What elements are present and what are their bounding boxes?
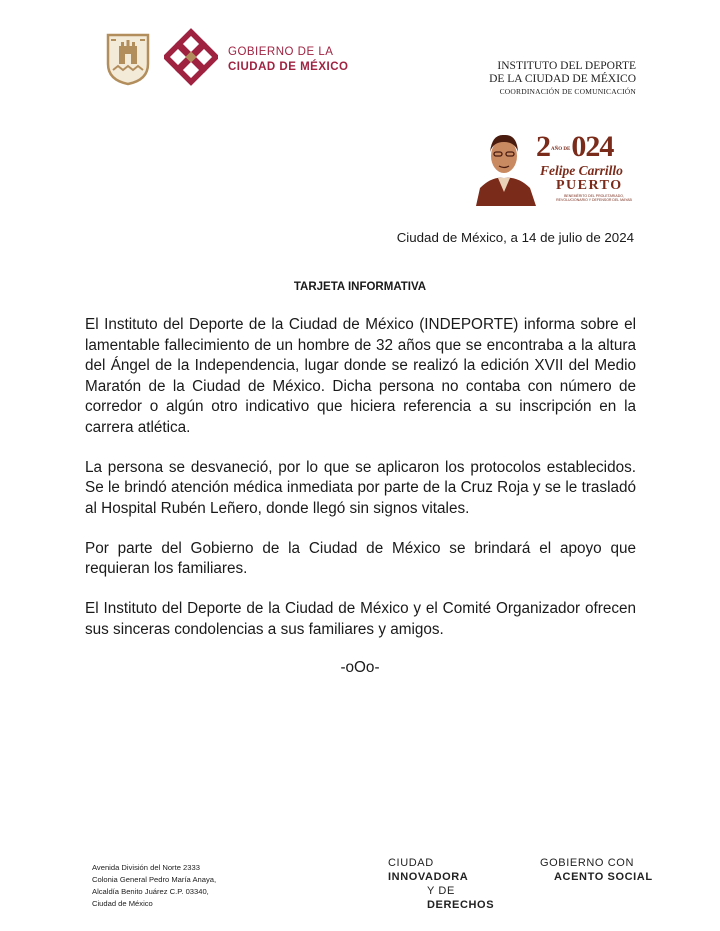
commemorative-name: Felipe Carrillo <box>540 163 623 178</box>
address-line: Alcaldía Benito Juárez C.P. 03340, <box>92 887 209 896</box>
document-date: Ciudad de México, a 14 de julio de 2024 <box>396 230 634 245</box>
address-line: Ciudad de México <box>92 899 153 908</box>
document-body <box>85 315 636 660</box>
year-small-text: AÑO DE <box>551 146 571 152</box>
slogan-bold: DERECHOS <box>427 899 495 911</box>
address-line: Avenida División del Norte 2333 <box>92 863 200 872</box>
footer-address <box>92 862 216 910</box>
year-suffix: 024 <box>571 130 614 163</box>
paragraph: El Instituto del Deporte de la Ciudad de México y el Comité Organizador ofrecen sus sinceras condolencias a sus familiares y amigos. <box>85 600 636 638</box>
year-prefix: 2 <box>536 130 550 163</box>
commemorative-surname: PUERTO <box>556 178 623 193</box>
government-name <box>228 45 348 75</box>
slogan-text: CIUDAD <box>388 857 434 869</box>
paragraph: La persona se desvaneció, por lo que se aplicaron los protocolos establecidos. Se le brindó atención médica inmediata por parte de la Cruz Roja y se le trasladó al Hospital Rubén Leñero, donde llegó sin signos vitales. <box>85 458 636 517</box>
institute-line-1: INSTITUTO DEL DEPORTE <box>497 60 636 72</box>
portrait-icon <box>470 126 540 206</box>
slogan-line-1: GOBIERNO CON <box>540 857 634 869</box>
commemorative-year <box>536 130 613 164</box>
gov-line-1: GOBIERNO DE LA <box>228 46 334 58</box>
gov-line-2: CIUDAD DE MÉXICO <box>228 61 349 73</box>
slogan-acento-social <box>540 856 653 884</box>
cdmx-coat-of-arms-logo <box>104 32 152 86</box>
slogan-line-2 <box>540 870 653 884</box>
slogan-innovadora <box>388 856 494 912</box>
slogan-text: Y DE <box>427 885 455 897</box>
institute-line-3: COORDINACIÓN DE COMUNICACIÓN <box>499 87 636 96</box>
felipe-carrillo-puerto-2024-logo <box>470 126 640 206</box>
commemorative-subtitle: BENEMÉRITO DEL PROLETARIADO, REVOLUCIONARIO Y DEFENSOR DEL MAYAB <box>556 194 632 202</box>
paragraph: El Instituto del Deporte de la Ciudad de México (INDEPORTE) informa sobre el lamentable fallecimiento de un hombre de 32 años que se encontraba a la altura del Ángel de la Independencia, lugar donde se realizó la edición XVII del Medio Maratón de la Ciudad de México. Dicha persona no contaba con número de corredor o algún otro indicativo que hiciera referencia a su inscripción en la carrera atlética. <box>85 316 636 436</box>
cdmx-emblem-logo <box>164 28 218 86</box>
address-line: Colonia General Pedro María Anaya, <box>92 875 217 884</box>
slogan-line-2 <box>388 884 494 912</box>
closing-mark: -oOo- <box>340 659 380 676</box>
document-title: TARJETA INFORMATIVA <box>293 281 427 293</box>
slogan-bold: INNOVADORA <box>388 871 469 883</box>
institute-line-2: DE LA CIUDAD DE MÉXICO <box>489 73 636 85</box>
institute-header <box>489 60 636 97</box>
slogan-line-1 <box>388 856 494 884</box>
slogan-bold: ACENTO SOCIAL <box>554 871 653 883</box>
paragraph: Por parte del Gobierno de la Ciudad de México se brindará el apoyo que requieran los familiares. <box>85 539 636 577</box>
